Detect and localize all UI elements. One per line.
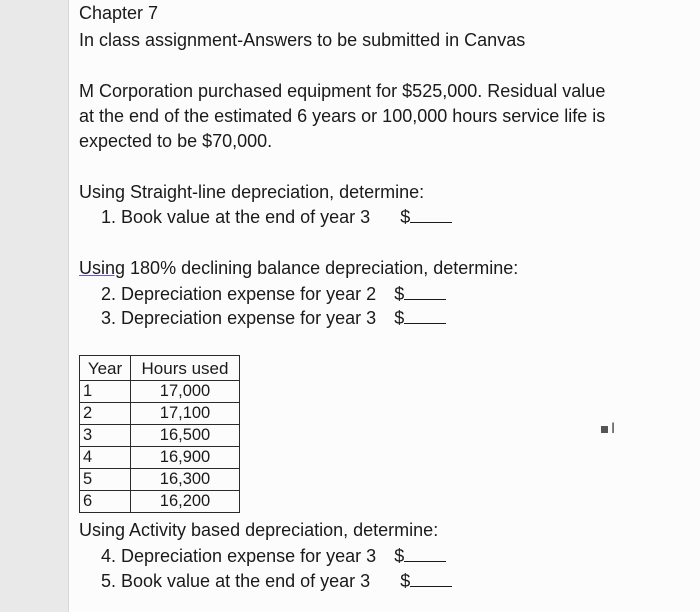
question-2 [101,283,446,305]
activity-heading: Using Activity based depreciation, determine: [79,520,439,540]
column-header-year: Year [80,356,131,381]
declining-heading-rest: 180% declining balance depreciation, determine: [125,258,519,278]
question-5-currency: $ [400,571,411,591]
question-5 [101,570,452,592]
table-row [80,403,240,425]
answer-blank-3 [404,309,446,324]
hours-cell: 16,900 [131,447,240,469]
hours-cell: 17,100 [131,403,240,425]
question-2-label: 2. Depreciation expense for year 2 [101,284,377,304]
year-cell: 5 [80,469,131,491]
question-5-label: 5. Book value at the end of year 3 [101,571,371,591]
answer-blank-5 [410,572,452,587]
table-row [80,491,240,513]
assignment-subtitle: In class assignment-Answers to be submitted in Canvas [79,30,526,50]
table-header-row [80,356,240,381]
hours-cell: 16,300 [131,469,240,491]
hours-cell: 16,500 [131,425,240,447]
hours-cell: 17,000 [131,381,240,403]
question-4 [101,545,446,567]
answer-blank-4 [404,547,446,562]
table-row [80,469,240,491]
answer-blank-1 [410,208,452,223]
table-row [80,381,240,403]
problem-line-2: at the end of the estimated 6 years or 100,000 hours service life is [79,106,606,126]
question-3 [101,307,446,329]
column-header-hours: Hours used [131,356,240,381]
year-cell: 2 [80,403,131,425]
year-cell: 6 [80,491,131,513]
year-cell: 1 [80,381,131,403]
year-cell: 4 [80,447,131,469]
question-1-currency: $ [400,207,411,227]
cursor-square-icon [601,426,608,433]
question-3-currency: $ [394,308,405,328]
hours-cell: 16,200 [131,491,240,513]
table-row [80,447,240,469]
question-1 [101,206,452,228]
declining-balance-heading [79,257,518,279]
year-cell: 3 [80,425,131,447]
straight-line-heading: Using Straight-line depreciation, determine: [79,182,425,202]
declining-heading-prefix: Using [79,258,126,278]
answer-blank-2 [404,285,446,300]
question-2-currency: $ [394,284,405,304]
hours-used-table [79,355,240,513]
ibeam-cursor-icon: I [611,421,616,437]
question-3-label: 3. Depreciation expense for year 3 [101,308,377,328]
text-cursor-icon [601,421,615,437]
question-4-currency: $ [394,546,405,566]
problem-line-3: expected to be $70,000. [79,131,273,151]
chapter-title: Chapter 7 [79,3,159,23]
table-row [80,425,240,447]
question-1-label: 1. Book value at the end of year 3 [101,207,371,227]
problem-line-1: M Corporation purchased equipment for $525,000. Residual value [79,81,606,101]
question-4-label: 4. Depreciation expense for year 3 [101,546,377,566]
